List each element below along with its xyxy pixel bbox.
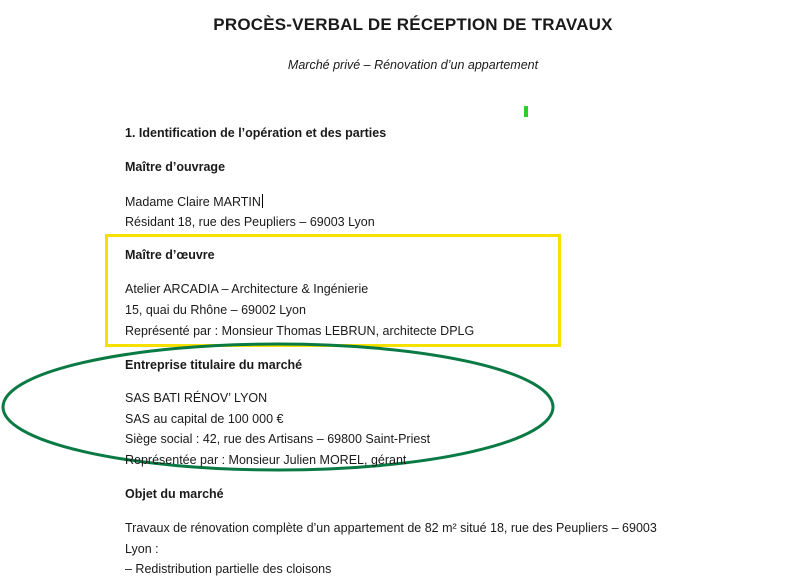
objet-heading: Objet du marché [125,487,224,501]
entreprise-representative: Représentée par : Monsieur Julien MOREL, gérant [125,453,407,467]
text-cursor [262,194,263,208]
green-marker [524,106,528,117]
objet-line-1: Travaux de rénovation complète d’un appartement de 82 m² situé 18, rue des Peupliers – 69003 [125,521,657,535]
maitre-oeuvre-representative: Représenté par : Monsieur Thomas LEBRUN, architecte DPLG [125,324,475,338]
entreprise-capital: SAS au capital de 100 000 € [125,412,284,426]
maitre-oeuvre-name: Atelier ARCADIA – Architecture & Ingénierie [125,282,369,296]
objet-line-2: Lyon : [125,542,159,556]
maitre-oeuvre-address: 15, quai du Rhône – 69002 Lyon [125,303,306,317]
entreprise-heading: Entreprise titulaire du marché [125,358,303,372]
maitre-oeuvre-heading: Maître d’œuvre [125,248,215,262]
maitre-ouvrage-line[interactable] [125,194,263,209]
maitre-ouvrage-address: Résidant 18, rue des Peupliers – 69003 Lyon [125,215,375,229]
document-subtitle: Marché privé – Rénovation d’un appartement [287,58,539,72]
entreprise-name: SAS BATI RÉNOV’ LYON [125,391,268,405]
document-title: PROCÈS-VERBAL DE RÉCEPTION DE TRAVAUX [213,15,613,34]
objet-item-1: – Redistribution partielle des cloisons [125,562,332,576]
entreprise-office: Siège social : 42, rue des Artisans – 69800 Saint-Priest [125,432,431,446]
section-1-heading: 1. Identification de l’opération et des parties [125,126,387,140]
maitre-ouvrage-name: Madame Claire MARTIN [125,195,261,209]
maitre-ouvrage-heading: Maître d’ouvrage [125,160,226,174]
